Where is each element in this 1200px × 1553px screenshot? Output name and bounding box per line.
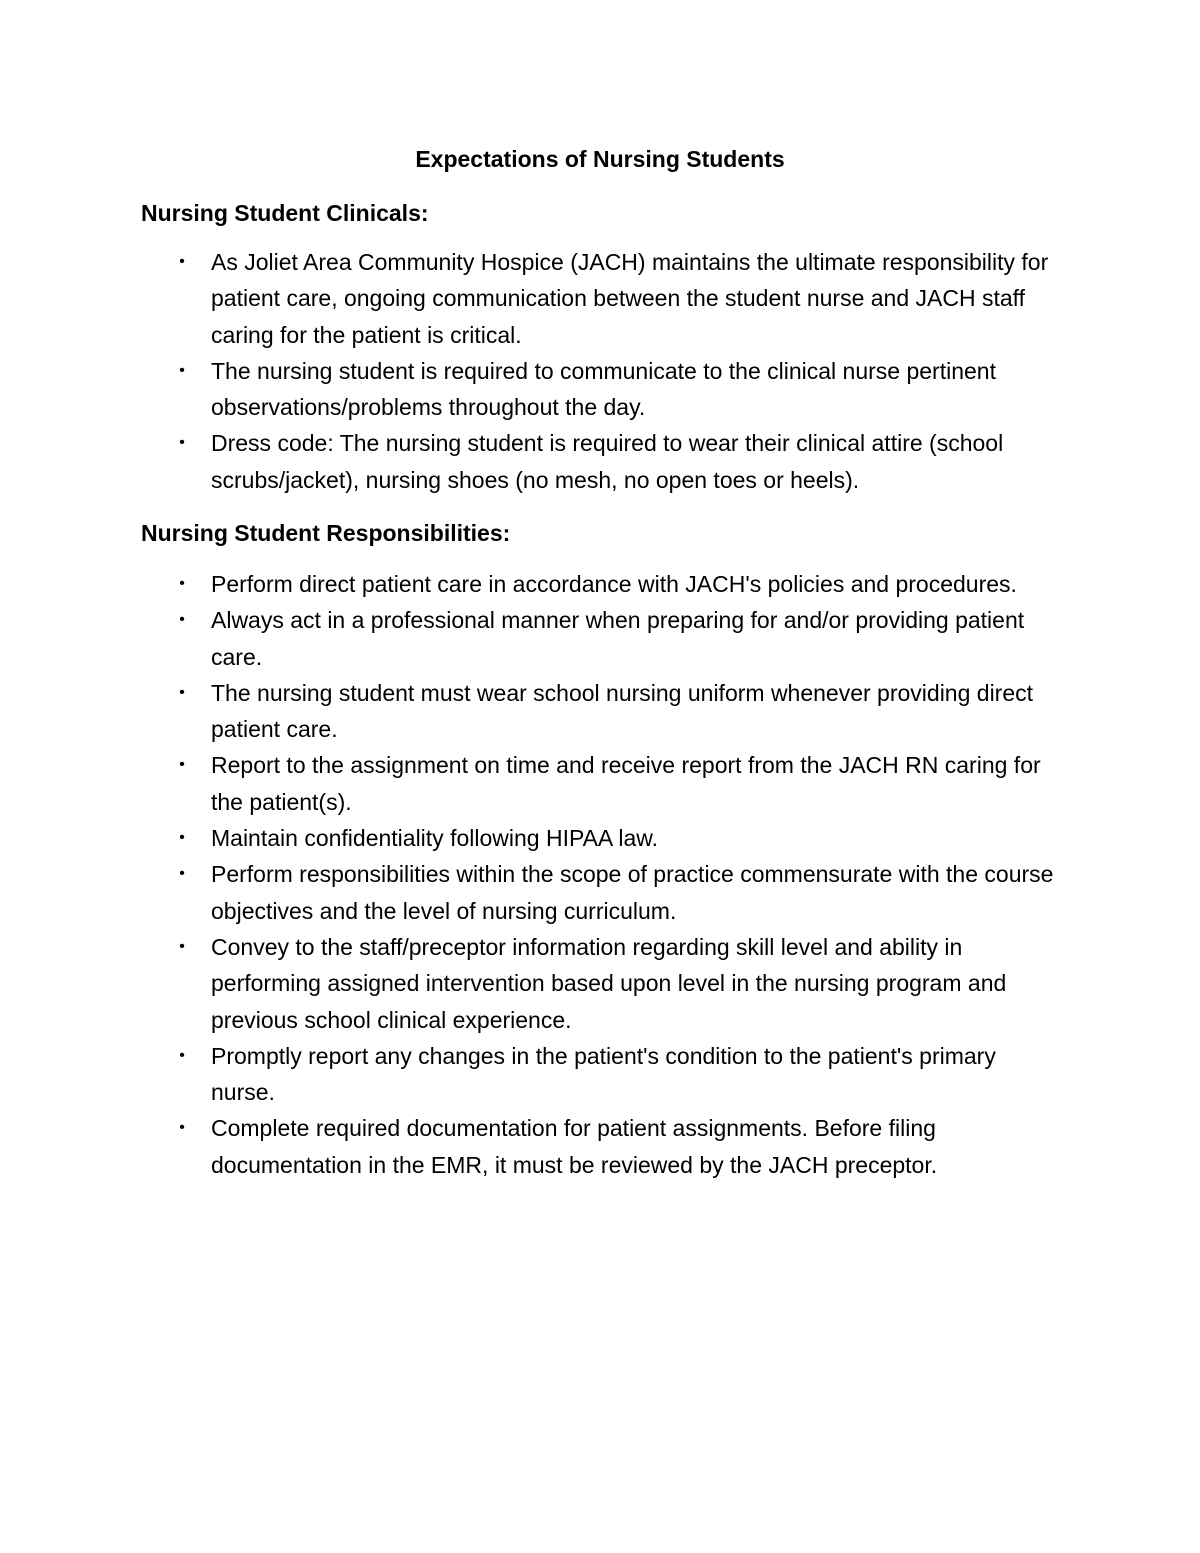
list-item-text: Dress code: The nursing student is required to wear their clinical attire (school scrubs/jacket), nursing shoes (no mesh, no open toes or heels). — [211, 430, 1004, 493]
list-item-text: Promptly report any changes in the patient's condition to the patient's primary nurse. — [211, 1042, 996, 1106]
clinicals-bullet-list — [0, 244, 1200, 498]
bullet-icon: • — [179, 865, 185, 883]
list-item-text: The nursing student must wear school nursing uniform whenever providing direct patient care. — [211, 679, 1034, 743]
bullet-icon: • — [179, 829, 185, 847]
list-item-text: Report to the assignment on time and receive report from the JACH RN caring for the patient(s). — [211, 752, 1041, 815]
list-item — [0, 244, 1061, 353]
list-item — [0, 929, 1061, 1038]
bullet-icon: • — [179, 937, 185, 955]
section-heading-clinicals: Nursing Student Clinicals: — [141, 200, 429, 226]
bullet-icon: • — [179, 1046, 185, 1064]
list-item-text: Perform direct patient care in accordance with JACH's policies and procedures. — [211, 571, 1017, 597]
bullet-icon: • — [179, 575, 185, 592]
list-item-text: Maintain confidentiality following HIPAA law. — [211, 825, 659, 852]
list-item — [0, 1038, 1061, 1111]
list-item-text: Complete required documentation for patient assignments. Before filing documentation in the EMR, it must be reviewed by the JACH preceptor. — [211, 1115, 938, 1178]
bullet-icon: • — [179, 434, 185, 452]
list-item-text: Convey to the staff/preceptor information regarding skill level and ability in performing assigned intervention based upon level in the nursing program and previous school clinical experience. — [211, 933, 1007, 1033]
list-item — [0, 566, 1061, 602]
list-item-text: As Joliet Area Community Hospice (JACH) maintains the ultimate responsibility for patient care, ongoing communication between the student nurse and JACH staff caring for the patient is critical. — [211, 249, 1049, 348]
list-item — [0, 820, 1061, 856]
responsibilities-bullet-list — [0, 566, 1200, 1183]
bullet-icon: • — [179, 1119, 185, 1137]
list-item-text: Perform responsibilities within the scope of practice commensurate with the course objectives and the level of nursing curriculum. — [211, 861, 1054, 924]
list-item — [0, 353, 1061, 426]
list-item — [0, 747, 1061, 820]
list-item — [0, 675, 1061, 748]
bullet-icon: • — [179, 756, 185, 774]
section-heading-responsibilities: Nursing Student Responsibilities: — [141, 520, 511, 546]
list-item — [0, 425, 1061, 498]
bullet-icon: • — [179, 683, 185, 701]
bullet-icon: • — [179, 611, 185, 629]
list-item-text: The nursing student is required to communicate to the clinical nurse pertinent observations/problems throughout the day. — [211, 357, 996, 421]
list-item — [0, 856, 1061, 929]
list-item — [0, 602, 1061, 675]
page-title: Expectations of Nursing Students — [415, 146, 785, 172]
bullet-icon: • — [179, 253, 185, 270]
bullet-icon: • — [179, 361, 185, 379]
list-item-text: Always act in a professional manner when preparing for and/or providing patient care. — [211, 607, 1025, 670]
list-item — [0, 1110, 1061, 1183]
